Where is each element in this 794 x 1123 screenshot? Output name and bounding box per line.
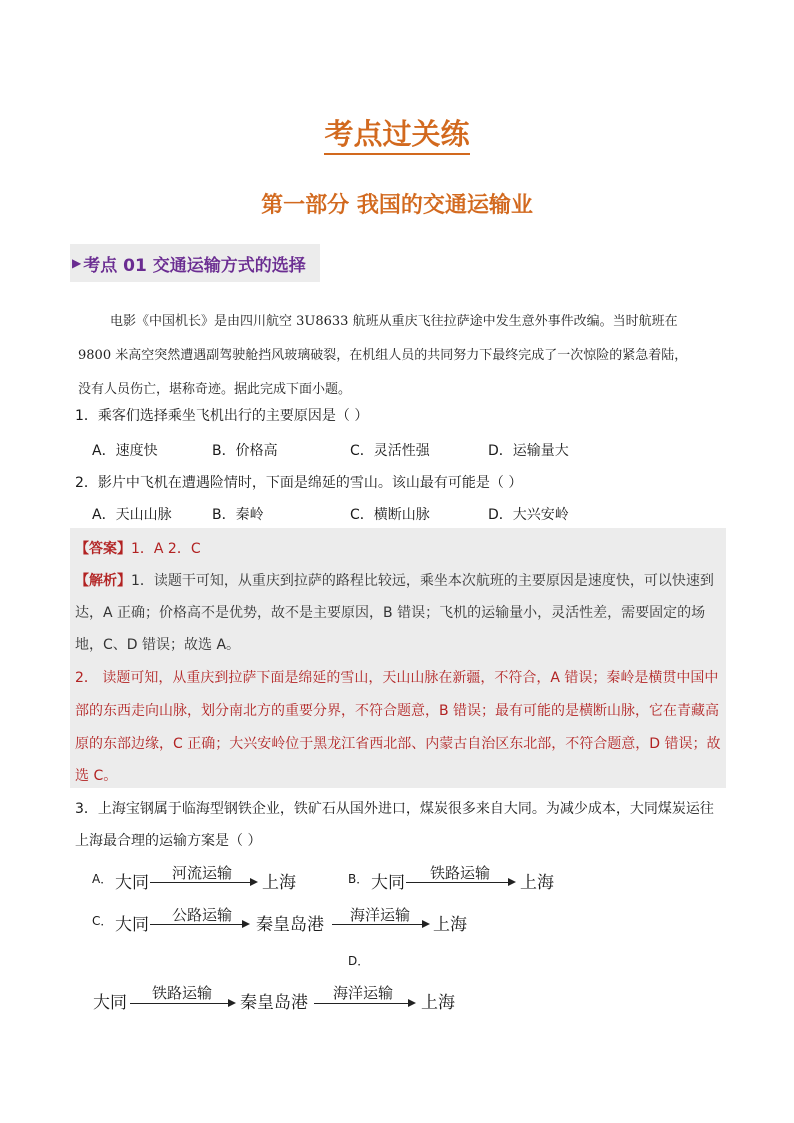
analysis-line: 2． 读题可知，从重庆到拉萨下面是绵延的雪山，天山山脉在新疆，不符合，A 错误；秦岭是横贯中国中 xyxy=(75,670,719,686)
q2-option-d: D．大兴安岭 xyxy=(488,507,569,523)
q2-option-c: C．横断山脉 xyxy=(350,507,430,523)
q3-option-a-from: 大同 xyxy=(115,873,149,893)
arrow-head-icon xyxy=(228,999,236,1007)
arrow-head-icon xyxy=(242,920,250,928)
q2-option-b: B．秦岭 xyxy=(212,507,264,523)
q3-option-c-mid: 秦皇岛港 xyxy=(256,915,324,935)
answer-line xyxy=(75,538,201,558)
answer-text: 1．A 2．C xyxy=(131,541,201,557)
analysis-line: 选 C。 xyxy=(75,768,118,784)
passage-line: 没有人员伤亡，堪称奇迹。据此完成下面小题。 xyxy=(78,382,352,397)
page-title: 考点过关练 xyxy=(0,112,794,153)
q1-option-b: B．价格高 xyxy=(212,443,278,459)
triangle-bullet-icon: ▶ xyxy=(72,256,82,270)
page-subtitle: 第一部分 我国的交通运输业 xyxy=(261,193,533,218)
analysis-tag: 【解析】 xyxy=(75,573,131,589)
q3-option-d-letter: D． xyxy=(348,954,370,968)
passage-line: 9800 米高空突然遭遇副驾驶舱挡风玻璃破裂，在机组人员的共同努力下最终完成了一次惊险的紧急着陆， xyxy=(78,348,688,363)
q1-option-d: D．运输量大 xyxy=(488,443,569,459)
arrow-icon xyxy=(150,882,250,883)
q3-option-c-to: 上海 xyxy=(433,915,467,935)
analysis-line: 部的东西走向山脉，划分南北方的重要分界，不符合题意，B 错误；最有可能的是横断山脉，它在青藏高 xyxy=(75,703,720,719)
q3-option-b-letter: B． xyxy=(348,872,369,886)
q3-option-c-from: 大同 xyxy=(115,915,149,935)
arrow-icon xyxy=(314,1003,408,1004)
arrow-head-icon xyxy=(422,920,430,928)
question-1: 1．乘客们选择乘坐飞机出行的主要原因是（ ） xyxy=(75,408,369,424)
q3-option-b-from: 大同 xyxy=(371,873,405,893)
passage-line: 电影《中国机长》是由四川航空 3U8633 航班从重庆飞往拉萨途中发生意外事件改编。当时航班在 xyxy=(110,314,678,329)
q3-option-d-from: 大同 xyxy=(93,993,127,1013)
answer-tag: 【答案】 xyxy=(75,541,131,557)
q3-option-d-mode1: 铁路运输 xyxy=(152,984,213,1002)
arrow-icon xyxy=(332,924,422,925)
q1-option-a: A．速度快 xyxy=(92,443,158,459)
q3-option-c-mode1: 公路运输 xyxy=(172,906,233,924)
q3-option-b-to: 上海 xyxy=(520,873,554,893)
q3-option-a-letter: A． xyxy=(92,872,113,886)
q3-option-d-mode2: 海洋运输 xyxy=(333,984,394,1002)
q3-option-d-mid: 秦皇岛港 xyxy=(240,993,308,1013)
section-header-label: 考点 01 交通运输方式的选择 xyxy=(83,255,306,276)
q3-option-c-mode2: 海洋运输 xyxy=(350,906,411,924)
analysis-line xyxy=(75,570,714,590)
question-2: 2．影片中飞机在遭遇险情时，下面是绵延的雪山。该山最有可能是（ ） xyxy=(75,475,523,491)
arrow-head-icon xyxy=(408,999,416,1007)
analysis-line: 原的东部边缘，C 正确；大兴安岭位于黑龙江省西北部、内蒙古自治区东北部，不符合题意，D 错误；故 xyxy=(75,736,721,752)
section-header xyxy=(70,244,320,282)
analysis-text: 1．读题干可知，从重庆到拉萨的路程比较远，乘坐本次航班的主要原因是速度快，可以快速到 xyxy=(131,573,714,589)
arrow-head-icon xyxy=(250,878,258,886)
q3-option-b-mode: 铁路运输 xyxy=(430,864,491,882)
q3-option-c-letter: C． xyxy=(92,914,113,928)
analysis-line: 达，A 正确；价格高不是优势，故不是主要原因，B 错误；飞机的运输量小，灵活性差，需要固定的场 xyxy=(75,605,706,621)
q1-option-c: C．灵活性强 xyxy=(350,443,430,459)
arrow-icon xyxy=(130,1003,228,1004)
question-3: 3．上海宝钢属于临海型钢铁企业，铁矿石从国外进口，煤炭很多来自大同。为减少成本，大同煤炭运往 xyxy=(75,801,714,817)
analysis-line: 地，C、D 错误；故选 A。 xyxy=(75,637,241,653)
question-3: 上海最合理的运输方案是（ ） xyxy=(75,833,262,849)
q2-option-a: A．天山山脉 xyxy=(92,507,172,523)
q3-option-d-to: 上海 xyxy=(421,993,455,1013)
arrow-head-icon xyxy=(508,878,516,886)
q3-option-a-to: 上海 xyxy=(262,873,296,893)
q3-option-a-mode: 河流运输 xyxy=(172,864,233,882)
arrow-icon xyxy=(150,924,242,925)
arrow-icon xyxy=(406,882,508,883)
